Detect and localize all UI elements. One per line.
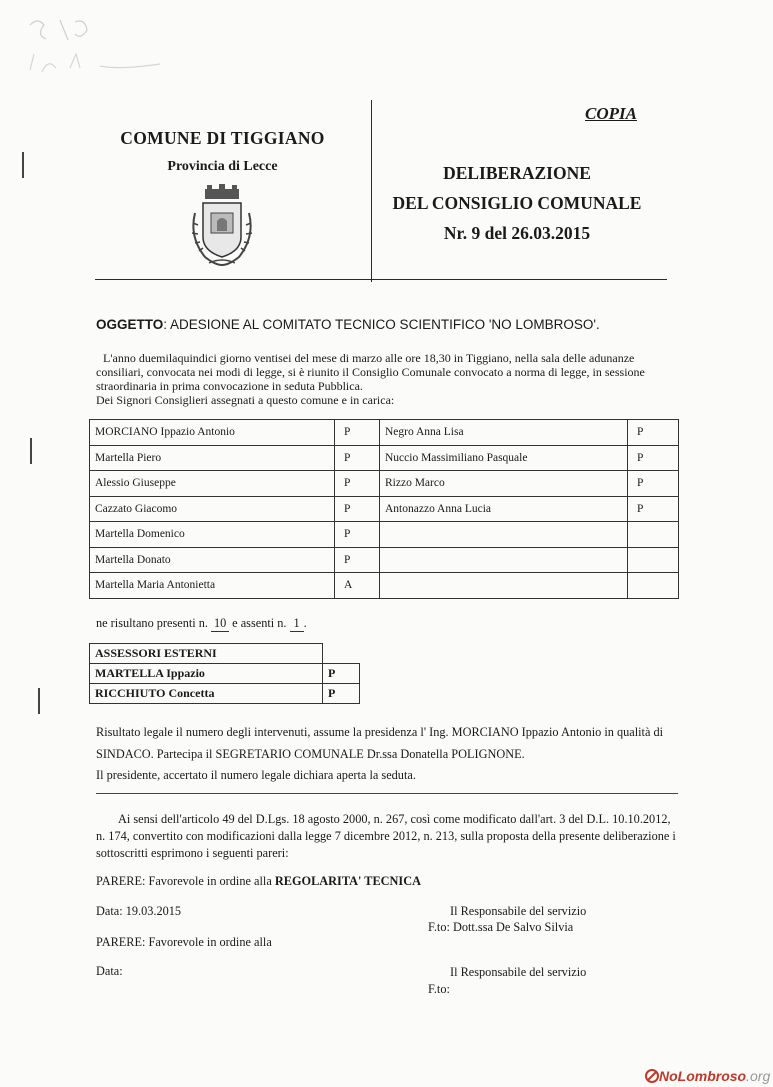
presenze-suffix: . bbox=[303, 616, 307, 630]
table-row bbox=[90, 445, 679, 471]
intro-line-1: L'anno duemilaquindici giorno ventisei del mese di marzo alle ore 18,30 in Tiggiano, nella sala delle adunanze bbox=[103, 351, 635, 365]
consigliere-name: Nuccio Massimiliano Pasquale bbox=[380, 445, 628, 471]
header-divider-vertical bbox=[371, 100, 372, 282]
table-row bbox=[90, 664, 360, 684]
risultato-line-1: Risultato legale il numero degli intervenuti, assume la presidenza l' Ing. MORCIANO Ippazio Antonio in qualità di bbox=[96, 725, 664, 739]
oggetto-text: : ADESIONE AL COMITATO TECNICO SCIENTIFICO 'NO LOMBROSO'. bbox=[163, 317, 600, 332]
table-row bbox=[90, 496, 679, 522]
header-divider-horizontal bbox=[95, 279, 667, 280]
consigliere-status bbox=[628, 522, 679, 548]
oggetto-label: OGGETTO bbox=[96, 317, 164, 332]
intro-line-4: Dei Signori Consiglieri assegnati a questo comune e in carica: bbox=[96, 393, 395, 407]
consigliere-name: Negro Anna Lisa bbox=[380, 420, 628, 446]
nolombroso-watermark bbox=[645, 1068, 770, 1084]
consiglio-title: DEL CONSIGLIO COMUNALE bbox=[392, 193, 642, 213]
table-row bbox=[90, 522, 679, 548]
parere-1-data: Data: 19.03.2015 bbox=[96, 904, 182, 918]
scan-mark bbox=[38, 688, 40, 714]
consigliere-status: P bbox=[335, 471, 380, 497]
consigliere-name: Martella Domenico bbox=[90, 522, 335, 548]
consigliere-status: P bbox=[335, 522, 380, 548]
consiglieri-table bbox=[89, 419, 679, 599]
parere-1-line bbox=[96, 874, 421, 889]
parere-2-data: Data: bbox=[96, 964, 123, 978]
consigliere-name: Martella Piero bbox=[90, 445, 335, 471]
sensi-line-2: n. 174, convertito con modificazioni dalla legge 7 dicembre 2012, n. 213, sulla proposta della presente deliberazione i bbox=[96, 829, 676, 843]
consigliere-name: Antonazzo Anna Lucia bbox=[380, 496, 628, 522]
comune-title: COMUNE DI TIGGIANO bbox=[120, 128, 325, 148]
table-row bbox=[90, 684, 360, 704]
presenze-middle: e assenti n. bbox=[232, 616, 287, 630]
watermark-brand: NoLombroso bbox=[659, 1068, 747, 1084]
consigliere-name bbox=[380, 547, 628, 573]
table-row bbox=[90, 471, 679, 497]
consigliere-name bbox=[380, 522, 628, 548]
risultato-line-2: SINDACO. Partecipa il SEGRETARIO COMUNALE Dr.ssa Donatella POLIGNONE. bbox=[96, 747, 525, 761]
consigliere-status: P bbox=[335, 445, 380, 471]
consigliere-status bbox=[628, 547, 679, 573]
assenti-count: 1 bbox=[290, 616, 304, 632]
consigliere-status: P bbox=[628, 471, 679, 497]
consigliere-name: Martella Donato bbox=[90, 547, 335, 573]
assessore-status: P bbox=[323, 664, 360, 684]
copia-label: COPIA bbox=[585, 104, 637, 123]
intro-line-3: straordinaria in prima convocazione in seduta Pubblica. bbox=[96, 379, 363, 393]
consigliere-status: P bbox=[628, 420, 679, 446]
assessori-table bbox=[89, 643, 360, 704]
parere-1-firma: F.to: Dott.ssa De Salvo Silvia bbox=[428, 920, 574, 934]
delibera-number: Nr. 9 del 26.03.2015 bbox=[443, 223, 591, 243]
consigliere-status: P bbox=[335, 420, 380, 446]
sensi-line-1: Ai sensi dell'articolo 49 del D.Lgs. 18 agosto 2000, n. 267, così come modificato dall'art. 3 del D.L. 10.10.2012, bbox=[118, 812, 671, 826]
coat-of-arms-icon bbox=[187, 183, 257, 271]
consigliere-name: Rizzo Marco bbox=[380, 471, 628, 497]
consigliere-status bbox=[628, 573, 679, 599]
table-row bbox=[90, 420, 679, 446]
consigliere-name: Cazzato Giacomo bbox=[90, 496, 335, 522]
parere-2-responsabile: Il Responsabile del servizio bbox=[450, 965, 587, 979]
consigliere-status: P bbox=[335, 496, 380, 522]
nolombroso-logo-icon bbox=[645, 1069, 659, 1083]
presenti-count: 10 bbox=[211, 616, 229, 632]
consigliere-status: A bbox=[335, 573, 380, 599]
provincia-label: Provincia di Lecce bbox=[167, 159, 278, 174]
parere-1-type: REGOLARITA' TECNICA bbox=[274, 874, 421, 888]
deliberazione-title: DELIBERAZIONE bbox=[443, 163, 591, 183]
consigliere-name: MORCIANO Ippazio Antonio bbox=[90, 420, 335, 446]
consigliere-status: P bbox=[628, 496, 679, 522]
assessori-header-row bbox=[90, 644, 360, 664]
parere-2-firma: F.to: bbox=[428, 982, 450, 996]
consigliere-name bbox=[380, 573, 628, 599]
presenze-prefix: ne risultano presenti n. bbox=[96, 616, 209, 630]
table-row bbox=[90, 547, 679, 573]
section-divider bbox=[96, 793, 678, 794]
sensi-line-3: sottoscritti esprimono i seguenti pareri: bbox=[96, 846, 289, 860]
presenze-line bbox=[96, 616, 307, 632]
parere-2-line: PARERE: Favorevole in ordine alla bbox=[96, 935, 272, 949]
parere-1-responsabile: Il Responsabile del servizio bbox=[450, 904, 587, 918]
assessore-status: P bbox=[323, 684, 360, 704]
consigliere-status: P bbox=[335, 547, 380, 573]
watermark-tld: .org bbox=[746, 1068, 771, 1084]
consigliere-name: Alessio Giuseppe bbox=[90, 471, 335, 497]
consigliere-name: Martella Maria Antonietta bbox=[90, 573, 335, 599]
intro-line-2: consiliari, convocata nei modi di legge, si è riunito il Consiglio Comunale convocato a norma di legge, in sessione bbox=[96, 365, 645, 379]
assessore-name: MARTELLA Ippazio bbox=[90, 664, 323, 684]
scan-mark bbox=[30, 438, 32, 464]
assessori-header: ASSESSORI ESTERNI bbox=[90, 644, 323, 664]
table-row bbox=[90, 573, 679, 599]
assessore-name: RICCHIUTO Concetta bbox=[90, 684, 323, 704]
risultato-line-3: Il presidente, accertato il numero legale dichiara aperta la seduta. bbox=[96, 768, 416, 782]
scan-mark bbox=[22, 152, 24, 178]
pencil-notes bbox=[20, 10, 190, 90]
oggetto-line bbox=[96, 317, 600, 332]
parere-1-prefix: PARERE: Favorevole in ordine alla bbox=[96, 874, 272, 888]
consigliere-status: P bbox=[628, 445, 679, 471]
